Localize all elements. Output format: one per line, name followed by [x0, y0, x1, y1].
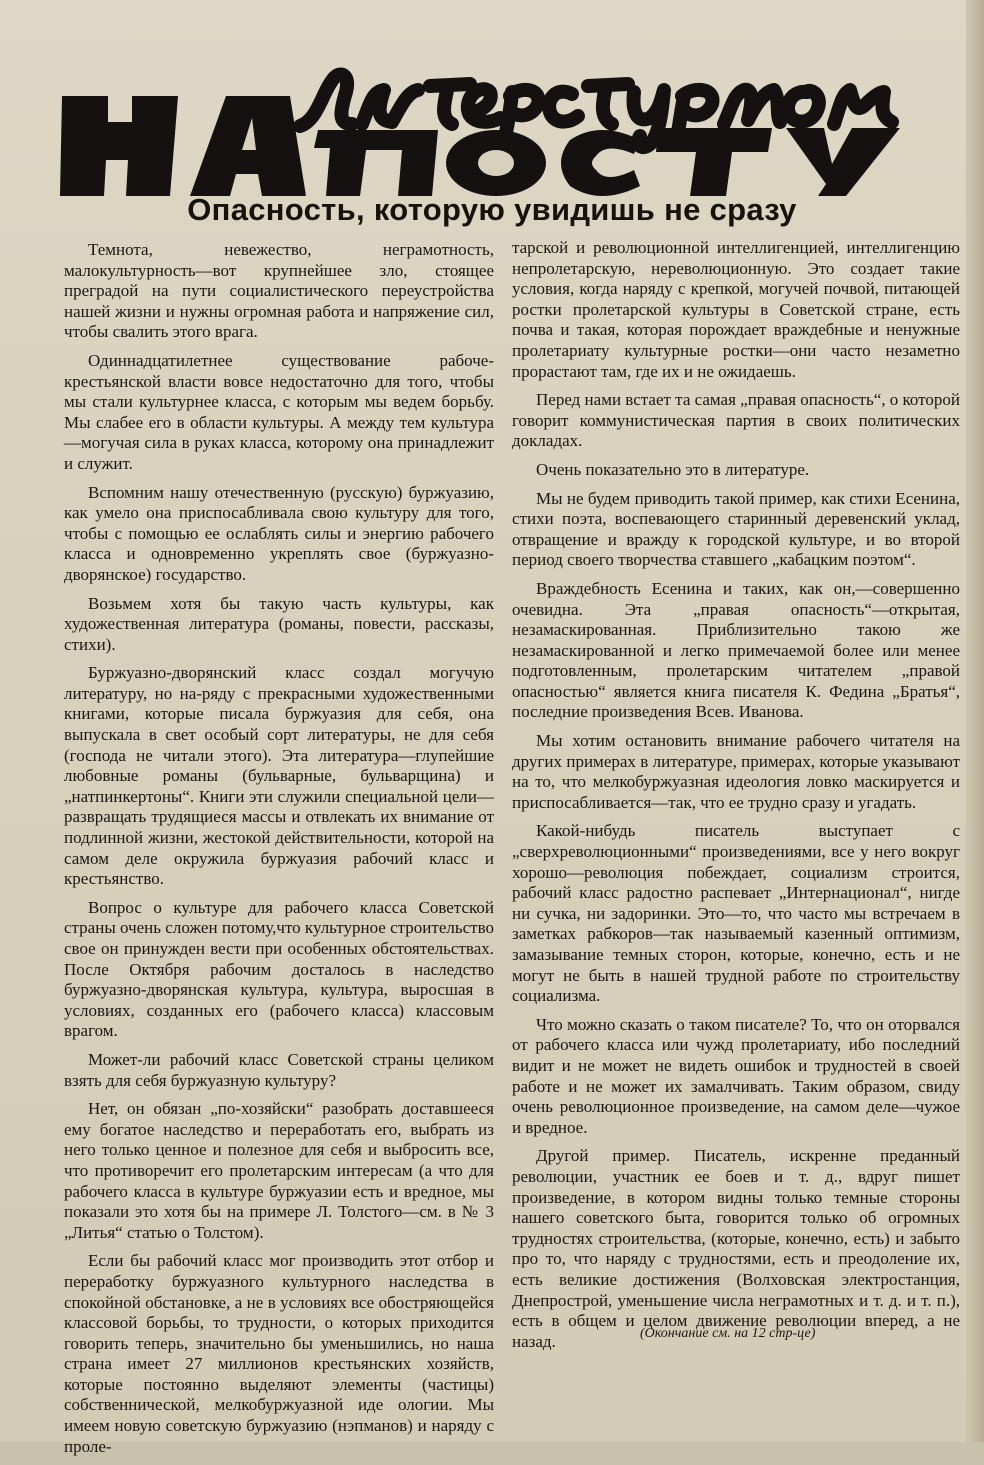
paragraph: Очень показательно это в литературе.	[536, 459, 810, 479]
masthead	[0, 0, 984, 200]
paragraph: Какой-нибудь писатель выступает с „сверхреволюционными“ произведениями, все у него вокруг хорошо—революция побеждает, социализм строится, рабочий класс радостно распевает „Интернационал“, нигде ни сучка, ни задоринки. Это—то, что часто мы встречаем в заметках рабкоров—так называемый казенный оптимизм, замазывание темных сторон, которые, конечно, есть и не могут не быть в нашей трудной работе по строительству социализма.	[512, 821, 960, 1006]
masthead-logo	[0, 0, 984, 200]
continuation-note: (Окончание см. на 12 стр-це)	[640, 1326, 816, 1341]
paragraph: Что можно сказать о таком писателе? То, что он оторвался от рабочего класса или чужд пролетариату, ибо последний видит и не может не видеть ошибок и трудностей в своей работе и не может их замалчивать. Таким образом, свиду очень революционное произведение, на самом деле—чужое и вредное.	[512, 1014, 960, 1137]
paragraph: Если бы рабочий класс мог производить этот отбор и переработку буржуазного культурного наследства в спокойной обстановке, а не в условиях все обостряющейся классовой борьбы, то трудности, о которых приходится говорить теперь, значительно бы уменьшились, но наша страна имеет 27 миллионов крестьянских хозяйств, которые постоянно выделяют элементы (частицы) собственнической, мелкобуржуазной иде ологии. Мы имеем новую советскую буржуазию (нэпманов) и наряду с проле-	[64, 1251, 494, 1456]
paragraph: Может-ли рабочий класс Советской страны целиком взять для себя буржуазную культуру?	[64, 1049, 494, 1090]
paragraph: Вспомним нашу отечественную (русскую) буржуазию, как умело она приспосабливала свою культуру для того, чтобы с помощью ее ослаблять силы и энергию рабочего класса и одновременно укреплять свое (буржуазно-дворянское) государство.	[64, 482, 494, 584]
paragraph: Вопрос о культуре для рабочего класса Советской страны очень сложен потому,что культурное строительство свое он принужден вести при особенных обстоятельствах. После Октября рабочим досталось в наследство буржуазно-дворянская культура, культура, выросшая в условиях, созданных его (рабочего класса) классовым врагом.	[64, 897, 494, 1041]
paragraph: Темнота, невежество, неграмотность, малокультурность—вот крупнейшее зло, стоящее преградой на пути социалистического переустройства нашей жизни и нужны огромная работа и напряжение сил, чтобы свалить этого врага.	[64, 240, 494, 342]
paragraph: Возьмем хотя бы такую часть культуры, как художественная литература (романы, повести, рассказы, стихи).	[64, 593, 494, 654]
paragraph: Одиннадцатилетнее существование рабоче-крестьянской власти вовсе недостаточно для того, чтобы мы стали культурнее класса, с которым мы ведем борьбу. Мы слабее его в области культуры. А между тем культура—могучая сила в руках класса, которому она принадлежит и служит.	[64, 350, 494, 473]
paragraph: тарской и революционной интеллигенцией, интеллигенцию непролетарскую, нереволюционную. Это создает такие условия, когда наряду с крепкой, могучей почвой, питающей ростки пролетарской культуры в Советской стране, есть почва и такая, которая порождает враждебные и ненужные пролетариату культурные ростки—они часто незаметно прорастают там, где их и не ожидаешь.	[512, 238, 960, 381]
paragraph: Другой пример. Писатель, искренне преданный революции, участник ее боев и т. д., вдруг пишет произведение, в котором видны только темные стороны нашего советского быта, говорится только об огромных трудностях строительства, (которые, конечно, есть) и забыто про то, что наряду с трудностями, есть и преодоление их, есть великие достижения (Волховская электростанция, Днепрострой, уменьшение числа неграмотных и т. д. и т. п.), есть в общем и целом движение революции вперед, а не назад.	[512, 1146, 960, 1351]
paragraph: Буржуазно-дворянский класс создал могучую литературу, но на-ряду с прекрасными художественными книгами, которые писала буржуазия для себя, она выпускала в свет особый сорт литературы, не для себя (господа не читали этого). Эта литература—глупейшие любовные романы (бульварные, бульварщина) и „натпинкертоны“. Книги эти служили специальной цели—развращать трудящиеся массы и отвлекать их внимание от подлинной жизни, жестокой действительности, которой на самом деле окружила буржуазия рабочий класс и крестьянство.	[64, 663, 494, 889]
paragraph: Мы хотим остановить внимание рабочего читателя на других примерах в литературе, примерах, которые указывают на то, что мелкобуржуазная идеология ловко маскируется и приспосабливается—так, что ее трудно сразу и угадать.	[512, 731, 960, 812]
paragraph: Нет, он обязан „по-хозяйски“ разобрать доставшееся ему богатое наследство и переработать его, выбрать из него только ценное и полезное для себя и выбросить все, что противоречит его пролетарским интересам (а что для рабочего класса в культуре буржуазии есть и вредное, мы показали это хотя бы на примере Л. Толстого—см. в № 3 „Литья“ статью о Толстом).	[64, 1099, 494, 1242]
paragraph: Враждебность Есенина и таких, как он,—совершенно очевидна. Эта „правая опасность“—открытая, незамаскированная. Приблизительно такою же незамаскированной и легко примечаемой более или менее подготовленным, пролетарским читателем „правой опасностью“ является книга писателя К. Федина „Братья“, последние произведения Всев. Иванова.	[512, 578, 960, 722]
paragraph: Перед нами встает та самая „правая опасность“, о которой говорит коммунистическая партия в своих политических докладах.	[512, 390, 960, 451]
left-column	[64, 240, 494, 1465]
article-title: Опасность, которую увидишь не сразу	[187, 192, 797, 227]
right-column	[512, 238, 960, 1360]
paragraph: Мы не будем приводить такой пример, как стихи Есенина, стихи поэта, воспевающего старинный деревенский уклад, отвращение и вражду к городской культуре, и во второй период своего творчества ставшего „кабацким поэтом“.	[512, 488, 960, 570]
